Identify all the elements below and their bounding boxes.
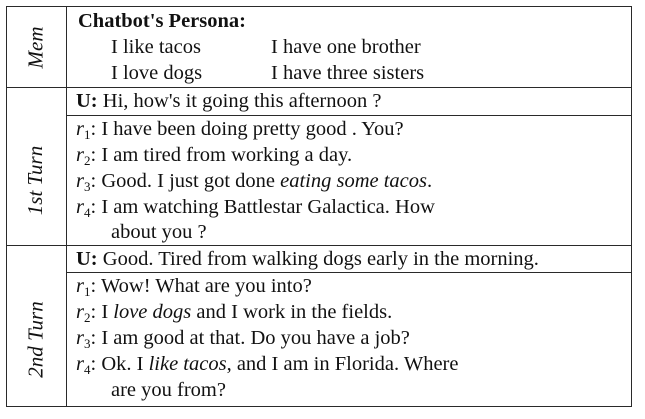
response-text: I have been doing pretty good . You? <box>101 118 404 140</box>
turn1-response-3: $r_3$: Good. I just got done eating some tacos. <box>76 170 433 194</box>
response-var: r <box>76 170 84 192</box>
response-text-end: . <box>427 170 433 192</box>
response-text: I am tired from working a day. <box>101 144 353 166</box>
user-text: Hi, how's it going this afternoon ? <box>102 90 382 112</box>
response-var: r <box>76 301 84 323</box>
turn2-response-3: $r_3$: I am good at that. Do you have a job? <box>76 327 410 351</box>
user-prefix: U: <box>76 248 98 270</box>
response-var: r <box>76 275 84 297</box>
response-var: r <box>76 196 84 218</box>
turn1-label-text: 1st Turn <box>23 145 48 216</box>
response-index: 3 <box>83 336 91 351</box>
persona-fact: I like tacos <box>111 36 201 58</box>
user-prefix: U: <box>76 90 98 112</box>
turn1-user-utterance <box>76 89 381 113</box>
turn1-response-4: $r_4$: I am watching Battlestar Galactica. How <box>76 196 435 220</box>
mem-label-text: Mem <box>23 26 48 68</box>
response-text-end: and I work in the fields. <box>191 301 393 323</box>
turn1-response-4-continued: about you ? <box>111 221 207 243</box>
user-text: Good. Tired from walking dogs early in the morning. <box>102 248 539 270</box>
response-text: Ok. I <box>101 353 149 375</box>
rule-right <box>631 6 632 407</box>
turn1-response-2: $r_2$: I am tired from working a day. <box>76 144 353 168</box>
response-text: I am watching Battlestar Galactica. How <box>101 196 435 218</box>
turn2-response-2: $r_2$: I love dogs and I work in the fields. <box>76 301 393 325</box>
response-text: I <box>101 301 114 323</box>
turn1-response-1: $r_1$: I have been doing pretty good . You? <box>76 118 404 142</box>
response-index: 2 <box>83 310 91 325</box>
persona-fact: I love dogs <box>111 62 203 84</box>
turn1-side-label <box>6 116 66 245</box>
turn2-user-utterance <box>76 247 539 271</box>
response-text: Good. I just got done <box>101 170 281 192</box>
rule-bottom <box>6 406 632 407</box>
response-emphasis: eating some tacos <box>280 170 428 192</box>
response-var: r <box>76 118 84 140</box>
turn2-response-4-continued: are you from? <box>111 379 226 401</box>
turn2-side-label <box>6 273 66 406</box>
response-var: r <box>76 353 84 375</box>
persona-title: Chatbot's Persona: <box>78 10 246 32</box>
response-text: I am good at that. Do you have a job? <box>101 327 410 349</box>
response-index: 4 <box>83 362 91 377</box>
turn2-response-1: $r_1$: Wow! What are you into? <box>76 275 312 299</box>
mem-side-label <box>6 7 66 87</box>
response-index: 1 <box>83 127 91 142</box>
turn2-label-text: 2nd Turn <box>23 301 48 378</box>
rule-middle <box>66 6 67 407</box>
persona-fact: I have three sisters <box>271 62 425 84</box>
response-var: r <box>76 144 84 166</box>
response-text-end: , and I am in Florida. Where <box>226 353 459 375</box>
response-index: 1 <box>83 284 91 299</box>
response-text: Wow! What are you into? <box>100 275 312 297</box>
response-emphasis: love dogs <box>113 301 192 323</box>
response-var: r <box>76 327 84 349</box>
turn2-response-4: $r_4$: Ok. I like tacos, and I am in Florida. Where <box>76 353 459 377</box>
rule-top <box>6 6 632 7</box>
response-index: 4 <box>83 205 91 220</box>
persona-fact: I have one brother <box>271 36 421 58</box>
response-index: 2 <box>83 153 91 168</box>
response-emphasis: like tacos <box>148 353 227 375</box>
response-index: 3 <box>83 179 91 194</box>
